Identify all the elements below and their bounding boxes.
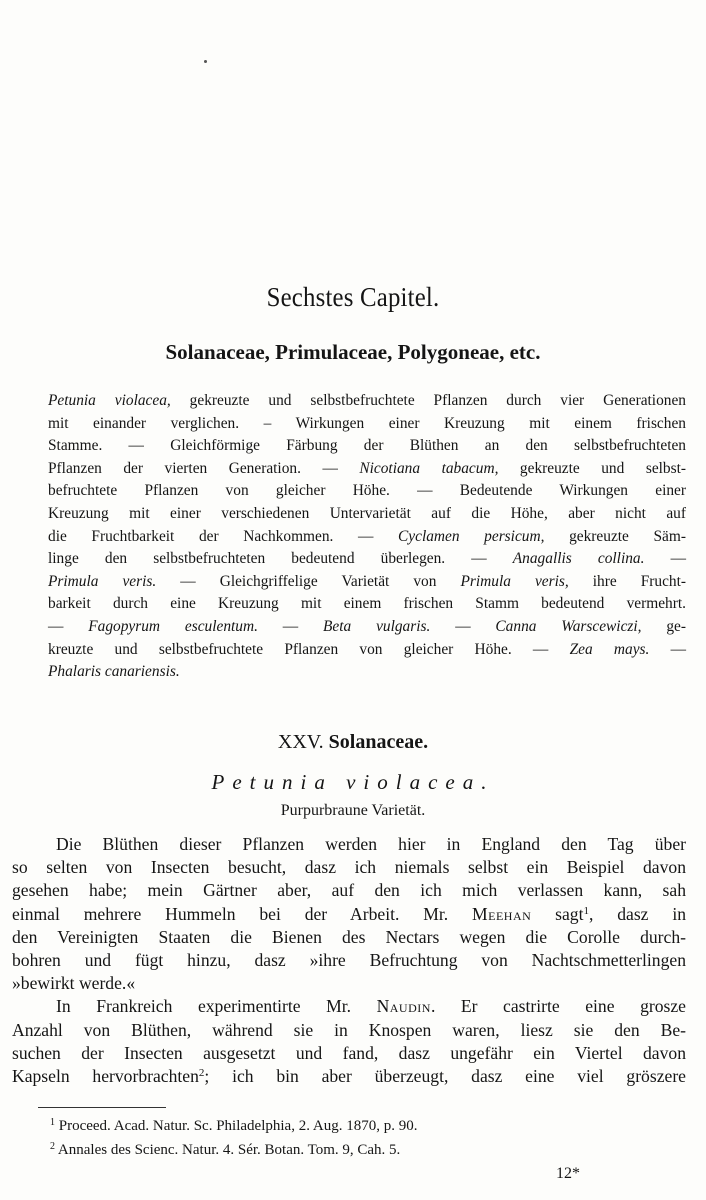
body-line: so selten von Insecten besucht, dasz ich niemals selbst ein Beispiel davon: [12, 857, 686, 878]
summary-italic: Beta vulgaris.: [323, 617, 431, 635]
summary-line: befruchtete Pflanzen von gleicher Höhe. — Bedeutende Wirkungen einer: [48, 482, 686, 500]
summary-text: gekreuzte Säm-: [544, 527, 686, 545]
print-speck: [204, 60, 207, 63]
summary-line: barkeit durch eine Kreuzung mit einem frischen Stamm bedeutend vermehrt.: [48, 595, 686, 613]
summary-line: [48, 639, 686, 662]
summary-text: —: [48, 617, 89, 635]
body-line: den Vereinigten Staaten die Bienen des Nectars wegen die Corolle durch-: [12, 926, 686, 947]
footnote-mark: 1: [50, 1117, 55, 1128]
body-line: [12, 995, 686, 1018]
summary-line: [48, 616, 686, 639]
summary-text: kreuzte und selbstbefruchtete Pflanzen von gleicher Höhe. —: [48, 640, 570, 658]
summary-italic: Nicotiana tabacum,: [359, 459, 499, 477]
section-number: XXV.: [277, 731, 324, 753]
summary-text: ge-: [641, 617, 687, 635]
footnote-divider: [38, 1107, 166, 1108]
summary-line: Stamme. — Gleichförmige Färbung der Blüthen an den selbstbefruchteten: [48, 437, 686, 455]
body-text: [12, 833, 686, 1088]
summary-text: —: [430, 617, 496, 635]
summary-text: — Gleichgriffelige Varietät von: [156, 572, 461, 590]
footnote: [50, 1114, 670, 1138]
summary-italic: Petunia violacea,: [48, 392, 171, 409]
person-name: Meehan: [471, 903, 532, 924]
body-text-run: einmal mehrere Hummeln bei der Arbeit. Mr.: [12, 903, 472, 924]
summary-text: gekreuzte und selbstbefruchtete Pflanzen durch vier Generationen: [170, 392, 686, 409]
summary-line: [48, 661, 686, 684]
footnote-ref: 2: [198, 1067, 205, 1080]
body-line: [12, 1065, 686, 1088]
body-text-run: Kapseln hervorbrachten: [12, 1066, 199, 1087]
summary-line: [48, 526, 686, 549]
summary-text: ihre Frucht-: [568, 572, 687, 590]
body-text-run: ; ich bin aber überzeugt, dasz eine viel gröszere: [204, 1066, 686, 1087]
chapter-title: Sechstes Capitel.: [266, 282, 440, 312]
summary-italic: Zea mays.: [569, 640, 650, 658]
chapter-summary: [48, 390, 686, 684]
body-text-run: , dasz in: [588, 903, 686, 924]
person-name: Naudin: [376, 996, 431, 1017]
body-text-run: In Frankreich experimentirte Mr.: [56, 996, 377, 1017]
body-line: bohren und fügt hinzu, dasz »ihre Befruchtung von Nachtschmetterlingen: [12, 950, 686, 971]
body-line: suchen der Insecten ausgesetzt und fand, dasz ungefähr ein Viertel davon: [12, 1042, 686, 1063]
summary-line: [48, 458, 686, 481]
summary-italic: Primula veris,: [460, 572, 569, 590]
footnotes: [50, 1114, 670, 1162]
section-title: Solanaceae.: [328, 731, 429, 753]
footnote-ref: 1: [583, 904, 589, 917]
body-line: Die Blüthen dieser Pflanzen werden hier in England den Tag über: [56, 834, 686, 854]
summary-italic: Fagopyrum esculentum.: [88, 617, 258, 635]
summary-line: [48, 571, 686, 594]
body-line: gesehen habe; mein Gärtner aber, auf den ich mich verlassen kann, sah: [12, 880, 686, 901]
summary-text: gekreuzte und selbst-: [498, 459, 687, 477]
summary-line: Kreuzung mit einer verschiedenen Untervarietät auf die Höhe, aber nicht auf: [48, 504, 686, 522]
summary-line: [48, 548, 686, 571]
body-line: [12, 903, 686, 926]
footnote: [50, 1138, 670, 1162]
summary-italic: Phalaris canariensis.: [48, 663, 180, 681]
summary-italic: Primula veris.: [48, 572, 157, 590]
section-heading: [0, 731, 706, 754]
summary-text: Pflanzen der vierten Generation. —: [48, 459, 360, 477]
summary-line: [48, 390, 686, 413]
summary-text: —: [644, 550, 686, 568]
footnote-mark: 2: [50, 1141, 55, 1152]
summary-text: linge den selbstbefruchteten bedeutend überlegen. —: [48, 550, 513, 568]
body-line: Anzahl von Blüthen, während sie in Knospen waren, liesz sie den Be-: [12, 1019, 686, 1040]
footnote-text: Annales des Scienc. Natur. 4. Sér. Botan. Tom. 9, Cah. 5.: [55, 1142, 401, 1158]
summary-text: —: [257, 617, 324, 635]
summary-italic: Canna Warscewiczi,: [495, 617, 642, 635]
body-line: »bewirkt werde.«: [12, 973, 136, 994]
summary-italic: Anagallis collina.: [512, 550, 645, 568]
species-name: Petunia violacea.: [211, 770, 495, 794]
body-text-run: sagt: [531, 903, 584, 924]
summary-text: die Fruchtbarkeit der Nachkommen. —: [48, 527, 399, 545]
variety-name: Purpurbraune Varietät.: [280, 802, 426, 819]
summary-italic: Cyclamen persicum,: [398, 527, 545, 545]
summary-text: —: [649, 640, 686, 658]
body-text-run: . Er castrirte eine grosze: [430, 996, 686, 1017]
summary-line: mit einander verglichen. – Wirkungen einer Kreuzung mit einem frischen: [48, 414, 686, 432]
chapter-subtitle: Solanaceae, Primulaceae, Polygoneae, etc.: [165, 340, 541, 364]
footnote-text: Proceed. Acad. Natur. Sc. Philadelphia, 2. Aug. 1870, p. 90.: [55, 1118, 418, 1134]
signature-mark: 12*: [556, 1165, 580, 1182]
